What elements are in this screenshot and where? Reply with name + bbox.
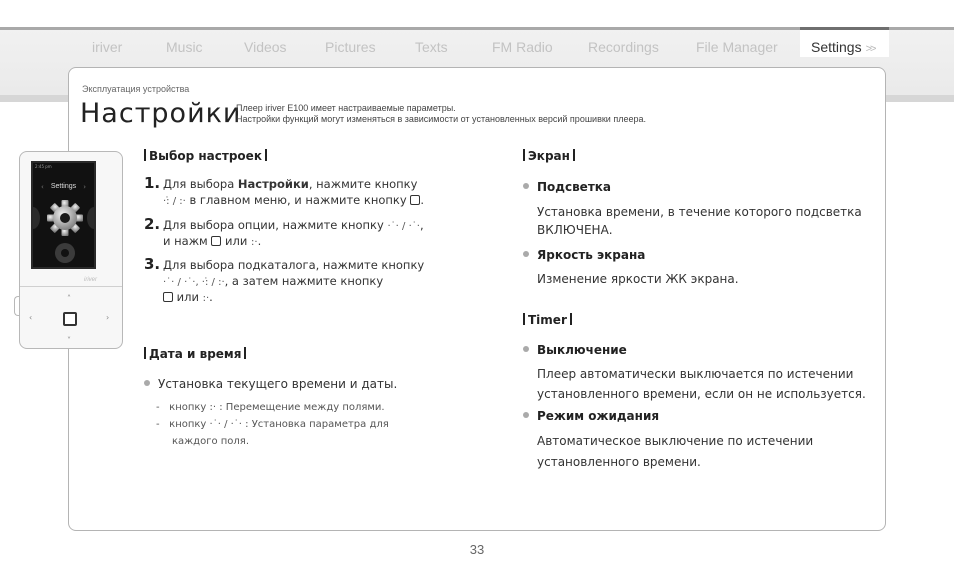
brightness-bullet [523, 247, 645, 263]
step-1-line-1 [163, 177, 417, 192]
step-3-line-2 [163, 274, 383, 290]
step-2-line-1 [163, 218, 424, 234]
backlight-bullet [523, 179, 611, 195]
sleep-heading: Режим ожидания [537, 409, 660, 423]
square-button-icon [211, 236, 221, 246]
step-2-text-c: и нажм [163, 234, 212, 248]
datetime-sub-2 [156, 418, 389, 432]
right-button-icon: :· [251, 237, 258, 248]
tab-pictures[interactable]: Pictures [325, 39, 376, 55]
step-number: 1. [144, 174, 161, 192]
left-right-button-icon: ·:̇ / :· [163, 196, 186, 207]
step-2-line-2 [163, 234, 261, 250]
screen-settings-label: Settings [50, 183, 77, 190]
step-1-text-d: в главном меню, и нажмите кнопку [185, 193, 411, 207]
step-1-line-2: ·:̇ / :· в главном меню, и нажмите кнопку . [163, 193, 424, 207]
off-heading: Выключение [537, 343, 627, 357]
page-title: Настройки [80, 98, 242, 129]
brightness-desc: Изменение яркости ЖК экрана. [537, 272, 739, 286]
datetime-sub-1-text: кнопку :· : Перемещение между полями. [169, 402, 385, 413]
step-2 [144, 215, 484, 252]
datetime-bullet [144, 376, 397, 392]
bullet-icon [523, 183, 529, 189]
step-3-text-c: или [173, 290, 203, 304]
up-arrow-icon: ˄ [67, 294, 71, 303]
datetime-sub-1 [156, 401, 385, 415]
bullet-icon [523, 346, 529, 352]
tab-file-manager[interactable]: File Manager [696, 39, 778, 55]
step-2-text-a: Для выбора опции, нажмите кнопку [163, 218, 388, 232]
off-bullet [523, 342, 627, 358]
bullet-icon [523, 251, 529, 257]
down-arrow-icon: ˅ [67, 336, 71, 345]
step-1 [144, 174, 484, 211]
device-screen [31, 161, 96, 269]
chevron-left-icon: ‹ [41, 183, 44, 191]
bullet-icon [523, 412, 529, 418]
dash: - [156, 402, 160, 413]
step-1-text-bold: Настройки [237, 177, 309, 191]
backlight-heading: Подсветка [537, 180, 612, 194]
section-title-screen-text: Экран [528, 149, 570, 163]
section-title-datetime [144, 347, 249, 361]
section-title-select-settings [144, 149, 270, 163]
step-2-text-b: , [419, 218, 424, 232]
breadcrumb: Эксплуатация устройства [82, 84, 190, 94]
chevron-right-icon: › [83, 183, 86, 191]
section-title-screen [523, 149, 578, 163]
gear-icon [46, 199, 84, 237]
backlight-desc-1: Установка времени, в течение которого подсветка [537, 205, 862, 219]
tab-fm-radio[interactable]: FM Radio [492, 39, 553, 55]
square-button-icon [163, 292, 173, 302]
sleep-desc-2: установленного времени. [537, 455, 701, 469]
backlight-desc-2: ВКЛЮЧЕНА. [537, 223, 613, 237]
brightness-heading: Яркость экрана [537, 248, 646, 262]
device-brand-logo: iriver [84, 277, 97, 283]
tab-music[interactable]: Music [166, 39, 203, 55]
double-chevron-right-icon: >> [865, 43, 875, 55]
off-desc-2: установленного времени, если он не используется. [537, 387, 866, 401]
tab-videos[interactable]: Videos [244, 39, 287, 55]
screen-status: 2:45 pm [35, 164, 52, 169]
section-title-timer [523, 313, 575, 327]
sleep-bullet [523, 408, 659, 424]
off-desc-1: Плеер автоматически выключается по истечении [537, 367, 854, 381]
step-3-text-b: , а затем нажмите кнопку [224, 274, 384, 288]
left-arrow-icon: ‹ [29, 313, 33, 322]
step-1-text-a: Для выбора [163, 177, 238, 191]
device-divider [20, 286, 122, 287]
screen-prev-item [31, 207, 40, 229]
step-2-text-d: или [221, 234, 251, 248]
intro-text [236, 103, 646, 125]
step-3-text-d: . [209, 290, 213, 304]
section-title-select-settings-text: Выбор настроек [149, 149, 262, 163]
datetime-bullet-text: Установка текущего времени и даты. [158, 377, 398, 391]
step-3 [144, 255, 484, 308]
dash: - [156, 419, 160, 430]
step-1-text-c: , нажмите кнопку [308, 177, 418, 191]
tab-settings-label: Settings [811, 39, 862, 55]
screen-next-item [87, 207, 96, 229]
step-3-line-1: Для выбора подкаталога, нажмите кнопку [163, 258, 425, 272]
tab-recordings[interactable]: Recordings [588, 39, 659, 55]
sleep-desc-1: Автоматическое выключение по истечении [537, 434, 814, 448]
page-number: 33 [469, 542, 485, 557]
intro-line-1: Плеер iriver E100 имеет настраиваемые параметры. [236, 103, 456, 113]
right-button-icon: :· [202, 293, 210, 304]
step-number: 2. [144, 215, 161, 233]
device-center-button [63, 312, 77, 326]
right-arrow-icon: › [106, 313, 110, 322]
tab-texts[interactable]: Texts [415, 39, 448, 55]
datetime-sub-2-text: кнопку ·˙· / ·˙· : Установка параметра для [169, 419, 389, 430]
bullet-icon [144, 380, 150, 386]
section-title-timer-text: Timer [528, 313, 567, 327]
up-down-button-icon: ·˙· / ·˙· [387, 221, 420, 232]
gear-reflection [49, 243, 81, 267]
datetime-sub-2-cont: каждого поля. [172, 436, 250, 447]
step-number: 3. [144, 255, 161, 273]
section-title-datetime-text: Дата и время [149, 347, 242, 361]
intro-line-2: Настройки функций могут изменяться в зависимости от установленных версий прошивки плеера. [236, 114, 646, 124]
direction-buttons-icon: ·˙· / ·˙·, ·:̇ / :· [163, 277, 225, 288]
step-2-text-e: . [257, 234, 262, 248]
step-3-line-3 [163, 290, 213, 306]
tab-iriver[interactable]: iriver [92, 39, 123, 55]
square-button-icon [410, 195, 420, 205]
tab-settings[interactable] [811, 39, 874, 55]
